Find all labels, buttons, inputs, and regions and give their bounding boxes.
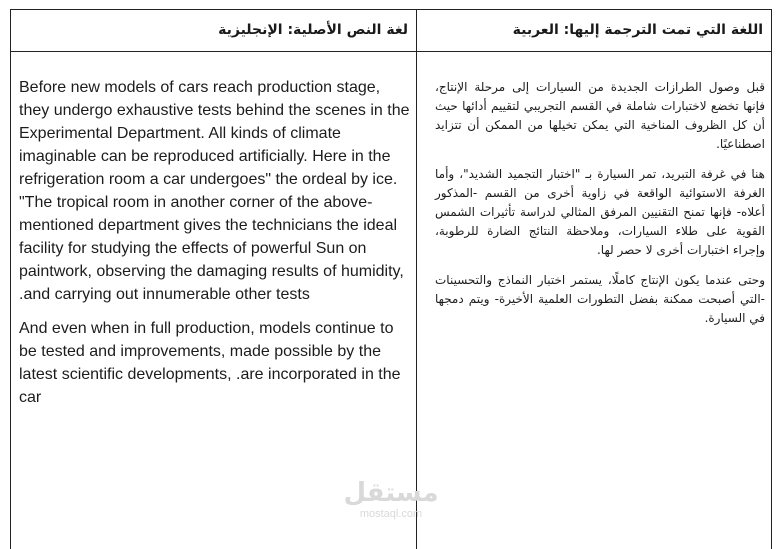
watermark-logo-text: مستقل [343,478,439,508]
source-language-header: لغة النص الأصلية: الإنجليزية [218,22,408,38]
english-paragraph: Before new models of cars reach production stage, they undergo exhaustive tests behind the scenes in the Experimental Department. All kinds of climate imaginable can be reproduced artificially. Here in the refrigeration room a car undergoes" the ordeal by ice. "The tropical room in another corner of the above-mentioned department gives the technicians the ideal facility for studying the effects of powerful Sun on paintwork, observing the damaging results of humidity, .and carrying out innumerable other tests [19,79,410,303]
english-text-cell [19,76,411,420]
arabic-paragraph: قبل وصول الطرازات الجديدة من السيارات إلى مرحلة الإنتاج، فإنها تخضع لاختبارات شاملة في القسم التجريبي لتقييم أدائها حيث أن كل الظروف المناخية التي يمكن تخيلها من الممكن أن تتزايد اصطناعيًا. [435,80,765,151]
watermark-domain: mostaql.com [359,508,423,520]
mostaql-watermark [336,478,446,521]
table-header-row [11,10,771,52]
arabic-paragraph: وحتى عندما يكون الإنتاج كاملًا، يستمر اختبار النماذج والتحسينات -التي أصبحت ممكنة بفضل التطورات العلمية الأخيرة- ويتم دمجها في السيارة. [435,273,765,325]
english-paragraph: And even when in full production, models continue to be tested and improvements, made possible by the latest scientific developments, .are incorporated in the car [19,320,401,406]
arabic-text-cell [435,78,765,339]
target-language-header: اللغة التي تمت الترجمة إليها: العربية [512,22,763,38]
translation-table [10,9,772,549]
column-divider [416,10,417,549]
arabic-paragraph: هنا في غرفة التبريد، تمر السيارة بـ "اختبار التجميد الشديد"، وأما الغرفة الاستوائية الواقعة في زاوية أخرى من القسم -المذكور أعلاه- فإنها تمنح التقنيين المرفق المثالي لدراسة تأثيرات الشمس القوية على طلاء السيارات، وملاحظة النتائج الضارة للرطوبة، وإجراء اختبارات أخرى لا حصر لها. [435,167,765,257]
